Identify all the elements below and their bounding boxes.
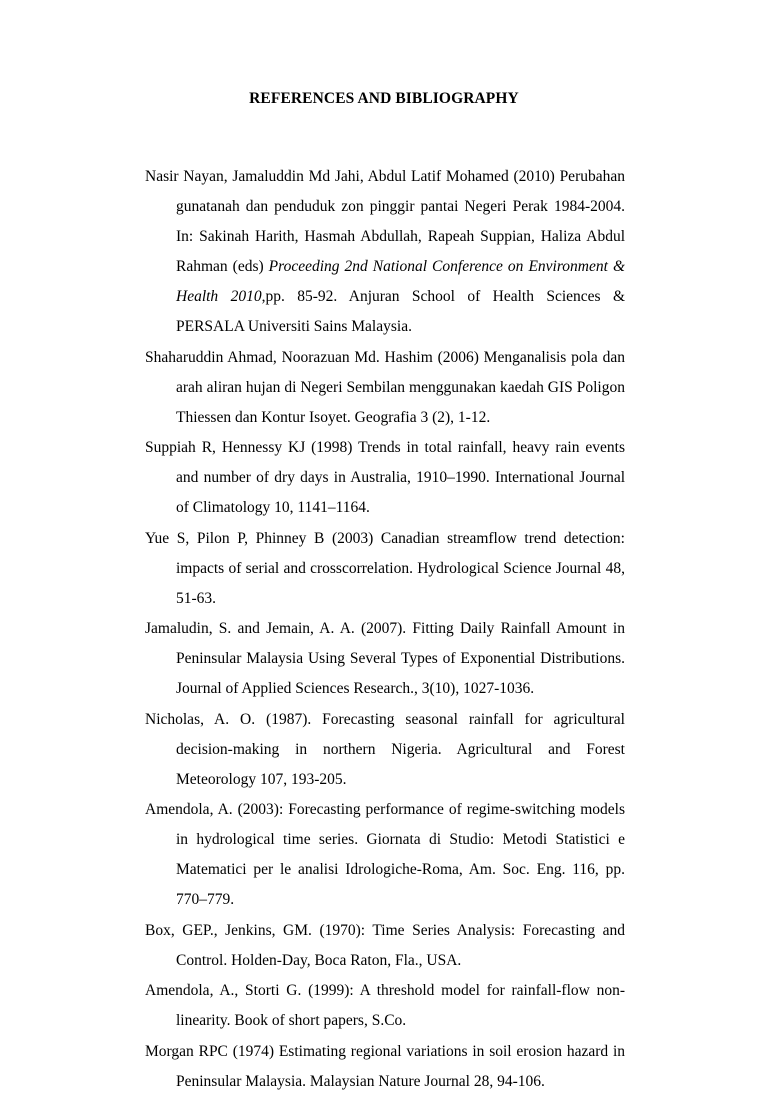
reference-text: Amendola, A. (2003): Forecasting performance of regime-switching models in hydrological time series. Giornata di Studio: Metodi Statistici e Matematici per le analisi Idrologiche-Roma, Am. Soc. Eng. 116, pp. 770–779.	[145, 801, 625, 908]
reference-text: Shaharuddin Ahmad, Noorazuan Md. Hashim (2006) Menganalisis pola dan arah aliran hujan di Negeri Sembilan menggunakan kaedah GIS Poligon Thiessen dan Kontur Isoyet. Geografia 3 (2), 1-12.	[145, 348, 625, 426]
reference-text: Amendola, A., Storti G. (1999): A threshold model for rainfall-flow non-linearity. Book of short papers, S.Co.	[145, 982, 625, 1029]
reference-item	[145, 614, 625, 704]
reference-item	[145, 1037, 625, 1097]
reference-item	[145, 162, 625, 342]
reference-item	[145, 343, 625, 433]
reference-item	[145, 524, 625, 614]
reference-italic-title: Proceeding 2nd National Conference on Environment & Health 2010	[176, 258, 625, 305]
reference-list	[145, 162, 625, 1097]
reference-text: Yue S, Pilon P, Phinney B (2003) Canadian streamflow trend detection: impacts of serial and crosscorrelation. Hydrological Science Journal 48, 51-63.	[145, 529, 625, 607]
reference-item	[145, 976, 625, 1036]
reference-text-tail: ,pp. 85-92. Anjuran School of Health Sciences & PERSALA Universiti Sains Malaysia.	[176, 288, 626, 335]
reference-text: Nicholas, A. O. (1987). Forecasting seasonal rainfall for agricultural decision-making in northern Nigeria. Agricultural and Forest Meteorology 107, 193-205.	[145, 710, 625, 788]
reference-text: Box, GEP., Jenkins, GM. (1970): Time Series Analysis: Forecasting and Control. Holden-Day, Boca Raton, Fla., USA.	[145, 921, 625, 969]
reference-text: Suppiah R, Hennessy KJ (1998) Trends in total rainfall, heavy rain events and number of dry days in Australia, 1910–1990. International Journal of Climatology 10, 1141–1164.	[145, 439, 625, 516]
reference-text: Nasir Nayan, Jamaluddin Md Jahi, Abdul Latif Mohamed (2010) Perubahan gunatanah dan penduduk zon pinggir pantai Negeri Perak 1984-2004. In: Sakinah Harith, Hasmah Abdullah, Rapeah Suppian, Haliza Abdul Rahman (eds)	[145, 168, 625, 275]
reference-item	[145, 916, 625, 976]
page-title: REFERENCES AND BIBLIOGRAPHY	[249, 90, 519, 107]
reference-text: Jamaludin, S. and Jemain, A. A. (2007). Fitting Daily Rainfall Amount in Peninsular Malaysia Using Several Types of Exponential Distributions. Journal of Applied Sciences Research., 3(10), 1027-1036.	[145, 620, 625, 697]
reference-item	[145, 433, 625, 523]
reference-text: Morgan RPC (1974) Estimating regional variations in soil erosion hazard in Peninsular Malaysia. Malaysian Nature Journal 28, 94-106.	[145, 1042, 625, 1090]
reference-item	[145, 705, 625, 795]
reference-item	[145, 795, 625, 915]
